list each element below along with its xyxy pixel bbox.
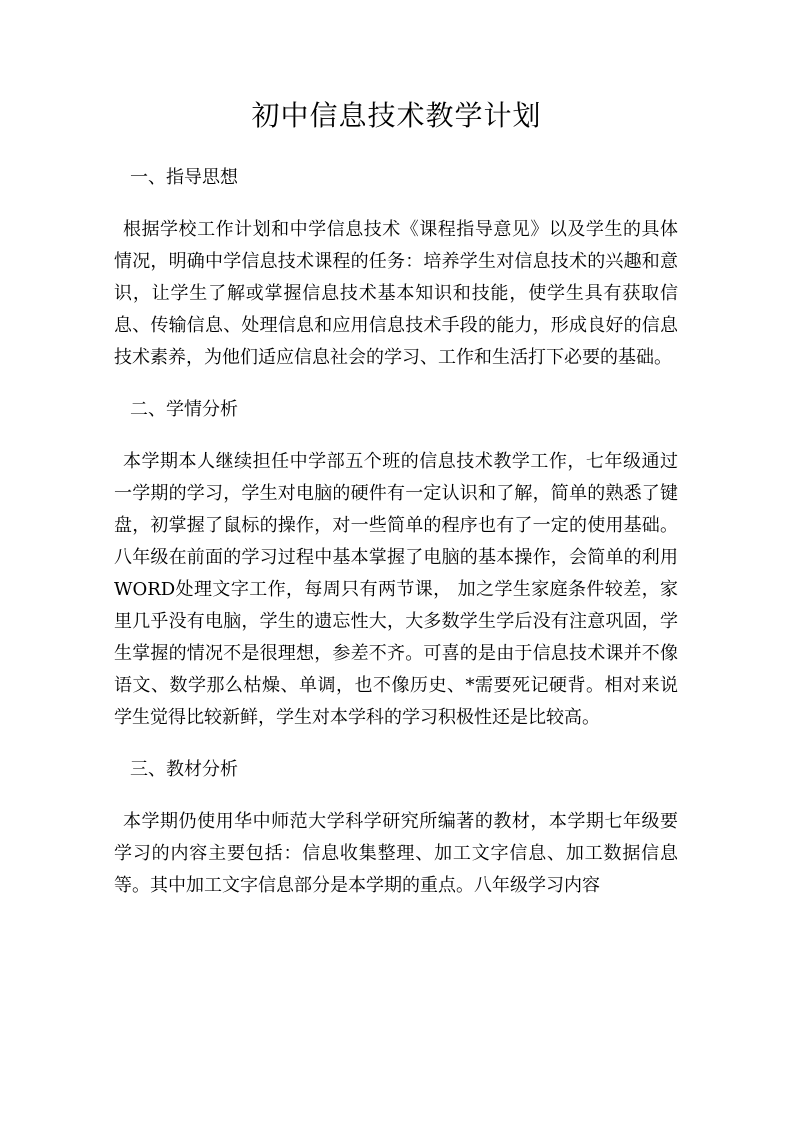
section-paragraph-textbook-analysis: 本学期仍使用华中师范大学科学研究所编著的教材，本学期七年级要学习的内容主要包括：信息收集整理、加工文字信息、加工数据信息等。其中加工文字信息部分是本学期的重点。八年级学习内容: [114, 811, 678, 896]
document-body: [114, 162, 678, 922]
section-heading-guiding-thought: 一、指导思想: [130, 167, 238, 188]
section-paragraph-guiding-thought: 根据学校工作计划和中学信息技术《课程指导意见》以及学生的具体情况，明确中学信息技术课程的任务：培养学生对信息技术的兴趣和意识，让学生了解或掌握信息技术基本知识和技能，使学生具有获取信息、传输信息、处理信息和应用信息技术手段的能力，形成良好的信息技术素养，为他们适应信息社会的学习、工作和生活打下必要的基础。: [114, 219, 678, 368]
section-heading-student-analysis: 二、学情分析: [130, 399, 238, 420]
document-title: 初中信息技术教学计划: [251, 99, 542, 132]
section-heading-textbook-analysis: 三、教材分析: [130, 759, 238, 780]
section-paragraph-student-analysis: 本学期本人继续担任中学部五个班的信息技术教学工作，七年级通过一学期的学习，学生对电脑的硬件有一定认识和了解，简单的熟悉了键盘，初掌握了鼠标的操作，对一些简单的程序也有了一定的使用基础。八年级在前面的学习过程中基本掌握了电脑的基本操作，会简单的利用WORD处理文字工作，每周只有两节课， 加之学生家庭条件较差，家里几乎没有电脑，学生的遗忘性大，大多数学生学后没有注意巩固，学生掌握的情况不是很理想，参差不齐。可喜的是由于信息技术课并不像语文、数学那么枯燥、单调，也不像历史、*需要死记硬背。相对来说学生觉得比较新鲜，学生对本学科的学习积极性还是比较高。: [114, 451, 678, 728]
